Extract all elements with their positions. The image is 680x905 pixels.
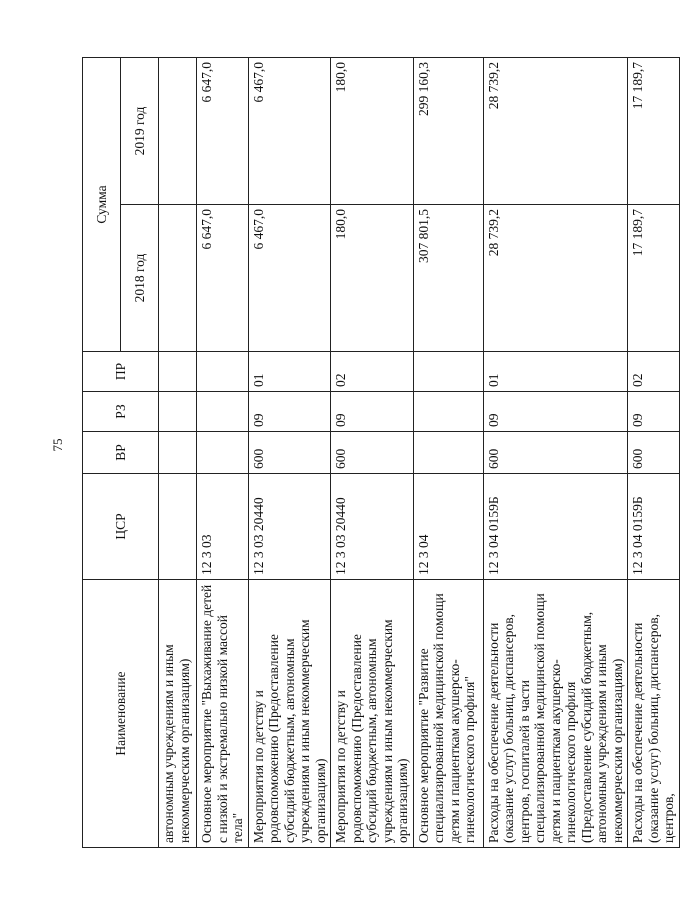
cell-rz: 09 (483, 392, 628, 432)
cell-2019: 180,0 (331, 57, 414, 204)
cell-rz (413, 392, 483, 432)
cell-vr (197, 432, 249, 474)
rotated-table-frame (82, 58, 677, 848)
cell-pr: 02 (331, 352, 414, 392)
cell-2018 (159, 205, 197, 352)
table-row (628, 57, 680, 847)
col-header-name: Наименование (83, 580, 159, 848)
cell-csr: 12 3 04 0159Б (483, 474, 628, 580)
col-header-sum: Сумма (83, 57, 121, 351)
cell-pr (159, 352, 197, 392)
table-row (413, 57, 483, 847)
cell-name: Основное мероприятие "Выхаживание детей с низкой и экстремально низкой массой тела" (197, 580, 249, 848)
cell-vr: 600 (483, 432, 628, 474)
cell-pr: 02 (628, 352, 680, 392)
cell-2018: 17 189,7 (628, 205, 680, 352)
cell-pr (197, 352, 249, 392)
cell-2018: 307 801,5 (413, 205, 483, 352)
cell-vr (413, 432, 483, 474)
cell-2018: 180,0 (331, 205, 414, 352)
cell-2019: 299 160,3 (413, 57, 483, 204)
table-row (248, 57, 331, 847)
col-header-2018: 2018 год (121, 205, 159, 352)
cell-csr (159, 474, 197, 580)
cell-name: Основное мероприятие "Развитие специализированной медицинской помощи детям и пациенткам акушерско-гинекологического профиля" (413, 580, 483, 848)
cell-2018: 6 647,0 (197, 205, 249, 352)
col-header-csr: ЦСР (83, 474, 159, 580)
cell-pr: 01 (248, 352, 331, 392)
cell-csr: 12 3 03 20440 (248, 474, 331, 580)
cell-name: Расходы на обеспечение деятельности (оказание услуг) больниц, диспансеров, центров, (628, 580, 680, 848)
table-row (159, 57, 197, 847)
cell-name: Мероприятия по детству и родовспоможению (Предоставление субсидий бюджетным, автономным учреждениям и иным некоммерческим организациям) (248, 580, 331, 848)
cell-csr: 12 3 04 (413, 474, 483, 580)
cell-csr: 12 3 03 (197, 474, 249, 580)
cell-vr: 600 (628, 432, 680, 474)
cell-2019: 28 739,2 (483, 57, 628, 204)
table-rotation-wrapper (82, 58, 677, 848)
cell-name: Расходы на обеспечение деятельности (оказание услуг) больниц, диспансеров, центров, госпиталей в части специализированной медицинской помощи детям и пациенткам акушерско-гинекологического профиля (Предоставление субсидий бюджетным, автономным учреждениям и иным некоммерческим организациям) (483, 580, 628, 848)
cell-rz (159, 392, 197, 432)
cell-rz: 09 (248, 392, 331, 432)
cell-rz (197, 392, 249, 432)
table-row (331, 57, 414, 847)
col-header-pr: ПР (83, 352, 159, 392)
page-number: 75 (50, 438, 65, 452)
cell-vr (159, 432, 197, 474)
cell-2018: 28 739,2 (483, 205, 628, 352)
cell-vr: 600 (331, 432, 414, 474)
budget-table (82, 57, 680, 848)
cell-2019: 6 467,0 (248, 57, 331, 204)
cell-pr (413, 352, 483, 392)
header-row (83, 57, 121, 847)
cell-csr: 12 3 03 20440 (331, 474, 414, 580)
col-header-vr: ВР (83, 432, 159, 474)
cell-2018: 6 467,0 (248, 205, 331, 352)
cell-vr: 600 (248, 432, 331, 474)
cell-2019: 6 647,0 (197, 57, 249, 204)
col-header-2019: 2019 год (121, 57, 159, 204)
cell-name: автономным учреждениям и иным некоммерческим организациям) (159, 580, 197, 848)
cell-csr: 12 3 04 0159Б (628, 474, 680, 580)
cell-pr: 01 (483, 352, 628, 392)
cell-rz: 09 (331, 392, 414, 432)
cell-2019 (159, 57, 197, 204)
table-row (197, 57, 249, 847)
table-row (483, 57, 628, 847)
cell-2019: 17 189,7 (628, 57, 680, 204)
col-header-rz: РЗ (83, 392, 159, 432)
cell-rz: 09 (628, 392, 680, 432)
cell-name: Мероприятия по детству и родовспоможению (Предоставление субсидий бюджетным, автономным учреждениям и иным некоммерческим организациям) (331, 580, 414, 848)
